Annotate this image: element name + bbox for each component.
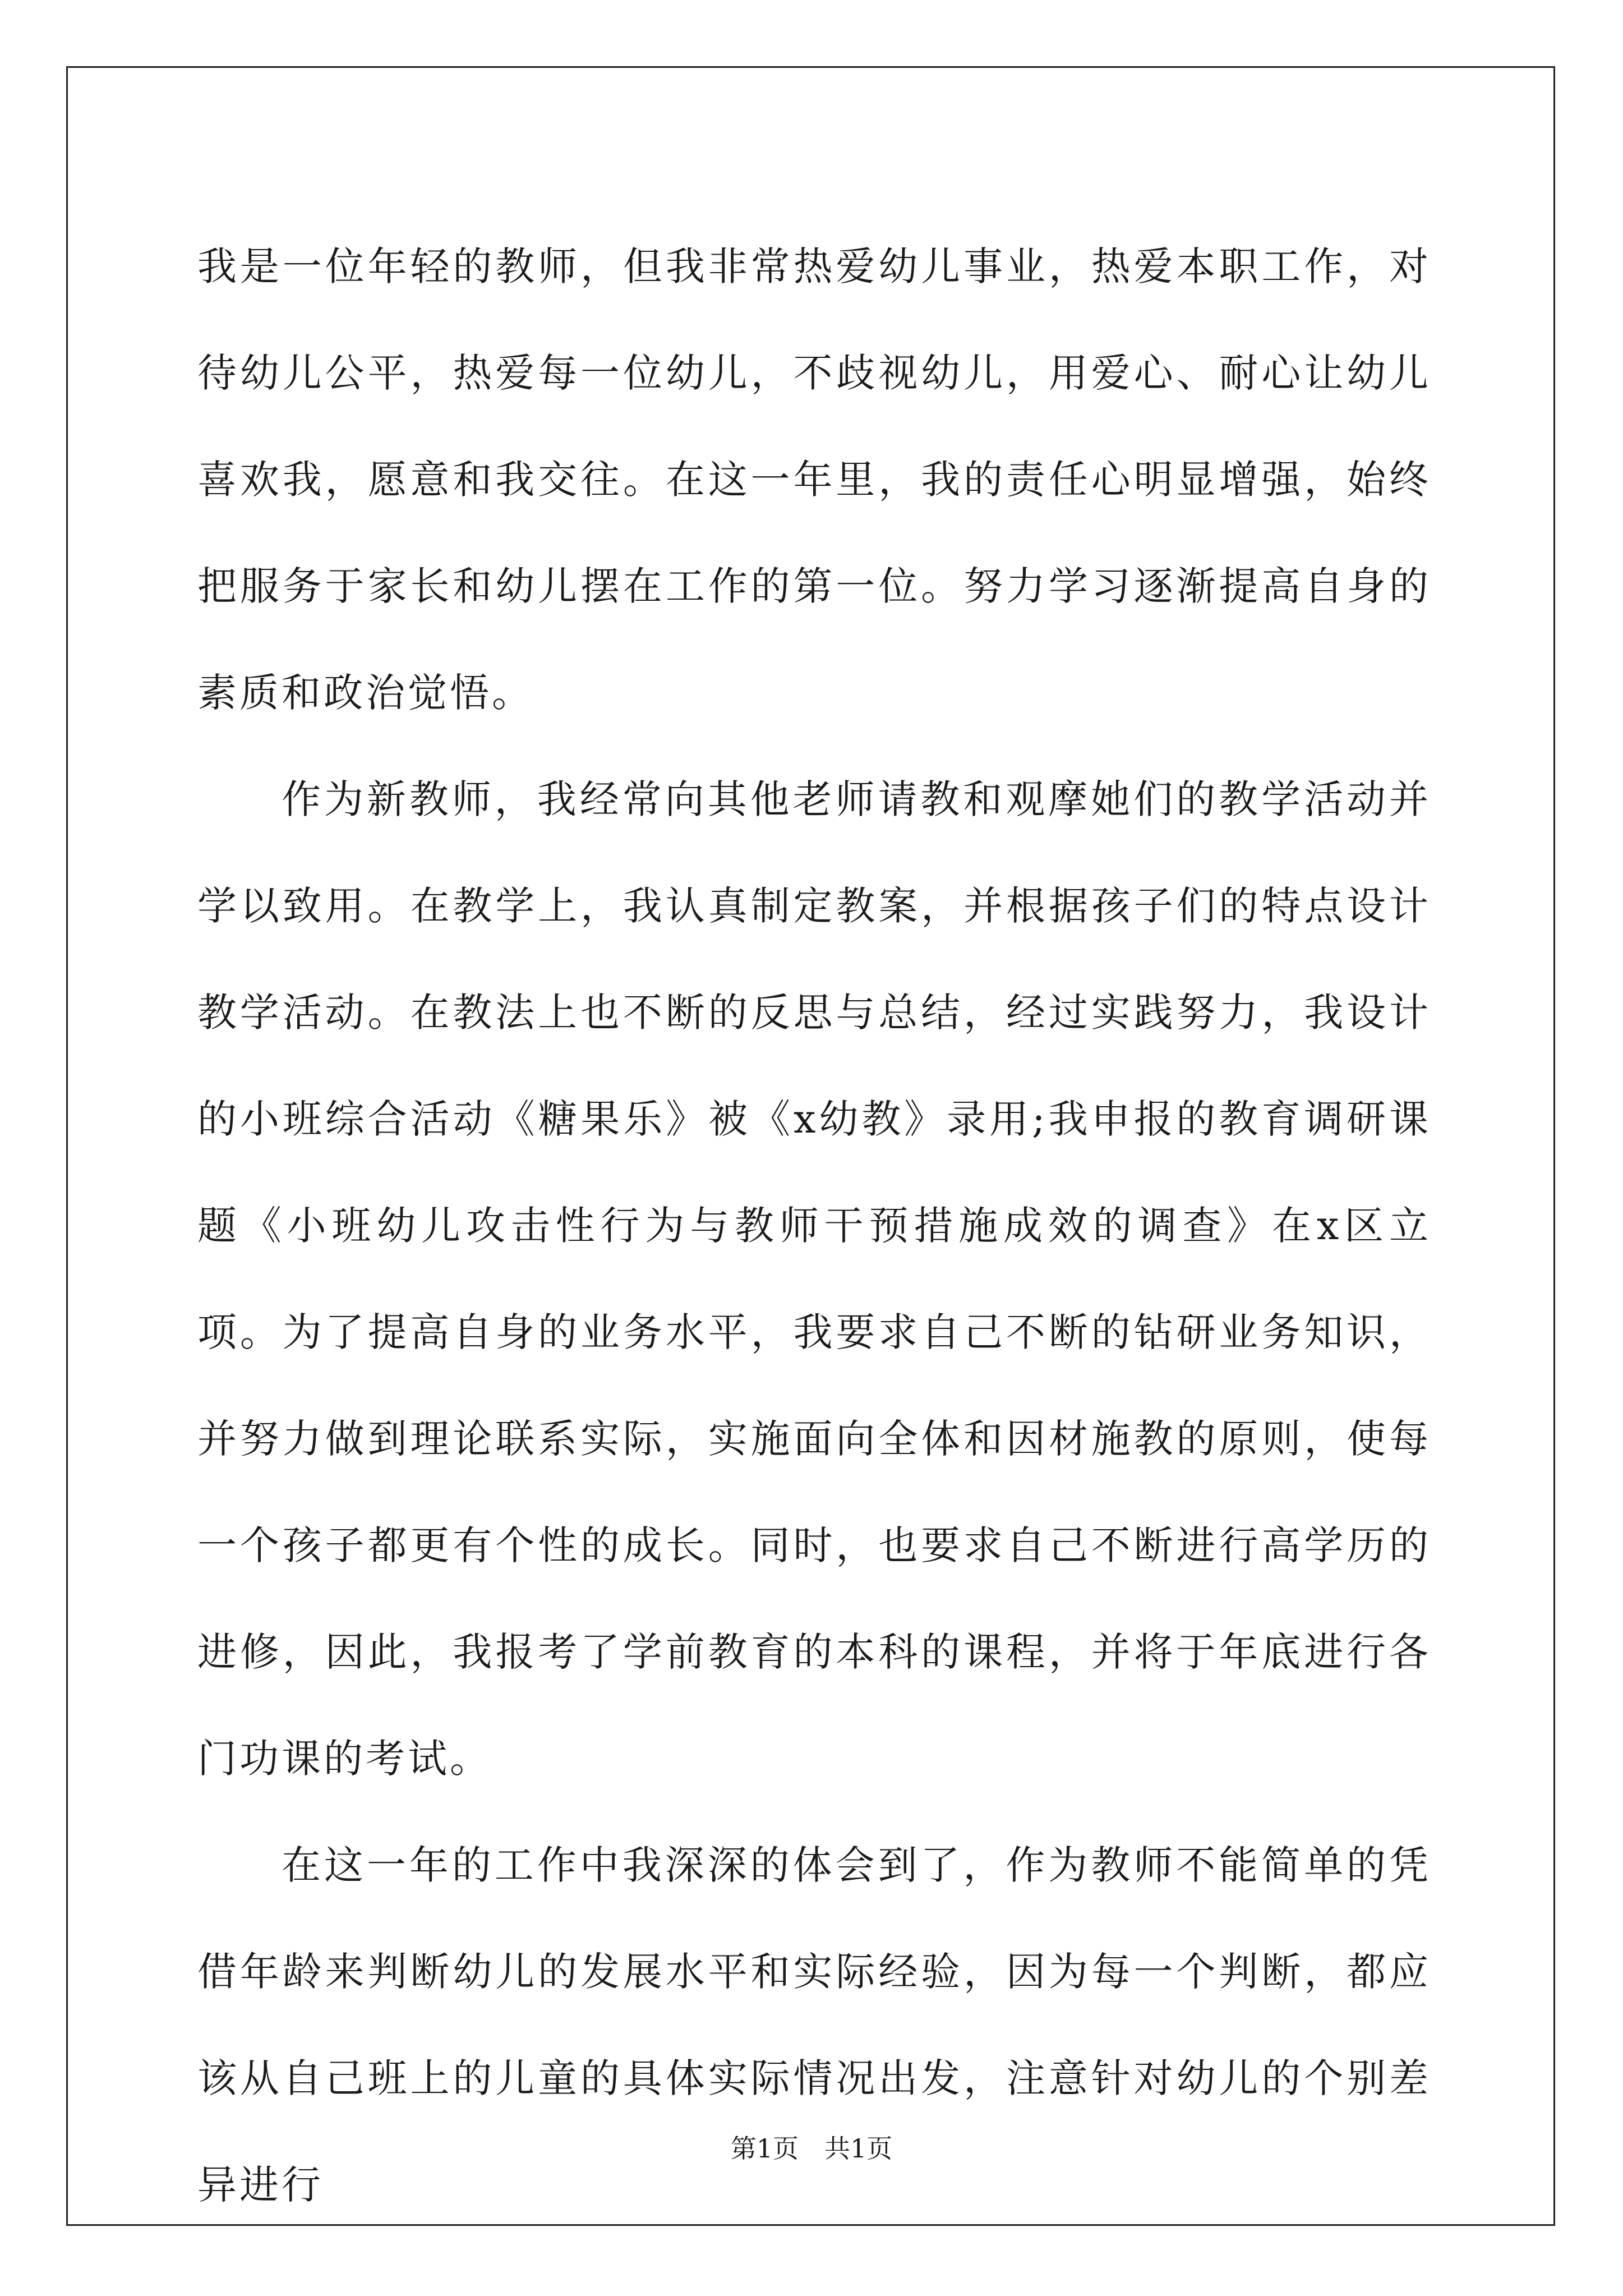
- page-total: 共1页: [824, 2133, 893, 2164]
- paragraph-2: 作为新教师，我经常向其他老师请教和观摩她们的教学活动并学以致用。在教学上，我认真制定教案，并根据孩子们的特点设计教学活动。在教法上也不断的反思与总结，经过实践努力，我设计的小班综合活动《糖果乐》被《x幼教》录用;我申报的教育调研课题《小班幼儿攻击性行为与教师干预措施成效的调查》在x区立项。为了提高自身的业务水平，我要求自己不断的钻研业务知识，并努力做到理论联系实际，实施面向全体和因材施教的原则，使每一个孩子都更有个性的成长。同时，也要求自己不断进行高学历的进修，因此，我报考了学前教育的本科的课程，并将于年底进行各门功课的考试。: [197, 776, 1431, 1782]
- paragraph-3: 在这一年的工作中我深深的体会到了，作为教师不能简单的凭借年龄来判断幼儿的发展水平和实际经验，因为每一个判断，都应该从自己班上的儿童的具体实际情况出发，注意针对幼儿的个别差异进行: [197, 1842, 1431, 2208]
- paragraph-1: 我是一位年轻的教师，但我非常热爱幼儿事业，热爱本职工作，对待幼儿公平，热爱每一位幼儿，不歧视幼儿，用爱心、耐心让幼儿喜欢我，愿意和我交往。在这一年里，我的责任心明显增强，始终把服务于家长和幼儿摆在工作的第一位。努力学习逐渐提高自身的素质和政治觉悟。: [197, 243, 1431, 716]
- document-body: [197, 213, 1431, 2238]
- page-number: 第1页: [730, 2133, 799, 2164]
- page-footer: [0, 2132, 1623, 2165]
